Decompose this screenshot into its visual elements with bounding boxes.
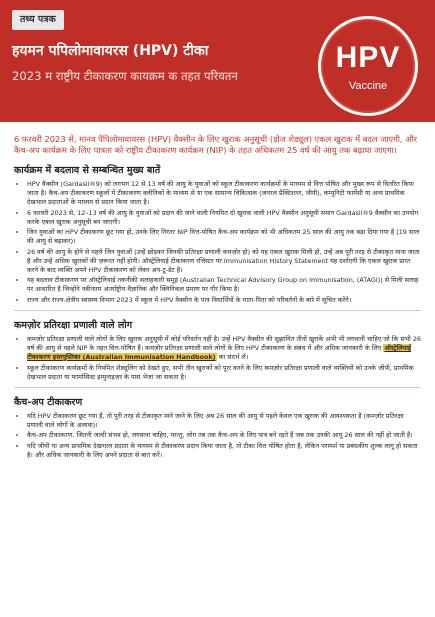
list-item: • कैच-अप टीकाकरण, जितनी जल्दी संभव हो, लगवाना चाहिए, परन्तु, लोग तब तक कैच-अप के लिए पात्र बने रहते हैं जब तक उनकी आयु 26 साल की नहीं हो जाती है।: [27, 431, 421, 440]
logo-main-text: HPV: [335, 41, 401, 74]
intro-paragraph: 6 फरवरी 2023 से, मानव पैपिलोमावायरस (HPV) वैक्सीन के लिए खुराक अनुसूची (डोज शेड्यूल) एकल खुराक में बदल जाएगी, और कैच-अप कार्यक्रम के लिए पात्रता को राष्ट्रीय टीकाकरण कार्यक्रम (NIP) के तहत अधिकतम 25 वर्ष की आयु तक बढ़ाया जाएगा।: [14, 134, 418, 155]
header-banner: [0, 0, 435, 122]
list-item: • HPV वैक्सीन (Gardasil®9) को लगभग 12 से 13 वर्ष की आयु के युवाओं को स्कूल टीकाकरण कार्यक्रमों के माध्यम से वित्त पोषित और मुख्य रूप से वितरित किया जाता है। कैच-अप टीकाकरण स्कूलों में टीकाकरण क्लीनिकों के माध्यम से या एक सामान्य चिकित्सक (जनरल प्रैक्टिशनर, जीपी), कम्युनिटी फार्मेसी या अन्य प्राथमिक देखभाल प्रदाताओं के माध्यम से प्रदान किया जाता है।: [27, 180, 421, 207]
list-item: • 6 फरवरी 2023 से, 12–13 वर्ष की आयु के युवाओं को प्रदान की जाने वाली नियमित दो खुराक वाली HPV वैक्सीन अनुसूची समान Gardasil®9 वैक्सीन का उपयोग करके एकल खुराक अनुसूची बन जाएगी।: [27, 209, 421, 227]
section-divider: [14, 387, 421, 388]
hpv-vaccine-logo: [318, 16, 418, 116]
section-heading-key-changes: कार्यक्रम में बदलाव से सम्बन्धित मुख्य बातें: [14, 165, 161, 176]
catch-up-list: [14, 412, 421, 460]
section-divider: [14, 310, 421, 311]
list-item: • जिन युवाओं का HPV टीकाकरण छूट गया हो, उनके लिए निरंतर NIP वित्त-पोषित कैच-अप कार्यक्रम को भी अधिकतम 25 साल की आयु तक बढ़ा दिया गया है (19 साल की आयु से बढ़ाकर)।: [27, 228, 421, 246]
immunocompromised-list: [14, 335, 421, 382]
logo-sub-text: Vaccine: [348, 80, 388, 92]
list-item-text: कमज़ोर प्रतिरक्षा प्रणाली वाले लोगों के लिए खुराक अनुसूची में कोई परिवर्तन नहीं है। उन्हें HPV वैक्सीन की सुझायित तीनों खुराकें अभी भी लगवानी चाहिए जो कि सभी 26 वर्ष की आयु से पहले NIP के तहत वित्त-पोषित हैं। कमज़ोर प्रतिरक्षा प्रणाली वाले लोगों के लिए HPV टीकाकरण के संबंध में और अधिक जानकारी के लिए: [27, 334, 421, 352]
immunisation-handbook-link[interactable]: ऑस्ट्रेलियाई टीकाकरण हस्तपुस्तिका (Australian Immunisation Handbook): [27, 343, 412, 361]
section-heading-catch-up: कैच-अप टीकाकरण: [14, 396, 83, 408]
page-title: हयमन पपिलोमावायरस (HPV) टीका: [12, 43, 209, 59]
document-body: [0, 128, 435, 461]
fact-sheet-tag: तथ्य पत्रक: [12, 10, 64, 30]
link-suffix: का संदर्भ लें।: [216, 352, 249, 361]
page-subtitle: 2023 म राष्ट्रीय टीकाकरण कायक्रम क तहत परिवतन: [12, 69, 238, 83]
list-item: • यदि HPV टीकाकरण छूट गया है, तो पूरी तरह से टीकाकृत माने जाने के लिए अब 26 साल की आयु से पहले केवल एक खुराक की आवश्यकता है (कमज़ोर प्रतिरक्षा प्रणाली वाले लोगों के अलावा)।: [27, 412, 421, 430]
list-item: [27, 335, 421, 362]
list-item: • यह बदलाव टीकाकरण पर ऑस्ट्रेलियाई तकनीकी सलाहकारी समूह (Australian Technical Advisory Group on Immunisation, (ATAGI)) से मिली सलाह पर आधारित है जिन्होंने नवीनतम अंतर्राष्ट्रीय वैज्ञानिक और क्लिनिकल प्रमाण पर गौर किया है।: [27, 276, 421, 294]
list-item: • 26 वर्ष की आयु के होने से पहले जिन युवाओं (उन्हें छोड़कर जिनकी प्रतिरक्षा प्रणाली कमज़ोर हो) को यह एकल खुराक मिली हो, उन्हें अब पूरी तरह से टीकाकृत माना जाता है और उन्हें अधिक खुराकों की ज़रूरत नहीं होगी। ऑस्ट्रेलियाई टीकाकरण रजिस्टर पर Immunisation History Statement यह दर्शाएगी कि एकल खुराक प्राप्त करने के बाद व्यक्ति अपने HPV टीकाकरण को लेकर अप-टू-डेट है।: [27, 248, 421, 275]
list-item: • स्कूल टीकाकरण कार्यक्रमों के नियमित शेड्यूलिंग को देखते हुए, सभी तीन खुराकों को पूरा करने के लिए कमज़ोर प्रतिरक्षा प्रणाली वाले व्यक्तियों को उनके जीपी, प्राथमिक देखभाल प्रदाता या फार्मासिस्ट इम्युनाइज़र के पास भेजा जा सकता है।: [27, 364, 421, 382]
list-item: • यदि जीपी या अन्य प्राथमिक देखभाल प्रदाता के माध्यम से टीकाकरण प्रदान किया जाता है, तो टीका वित्त पोषित होता है, लेकिन परामर्श या प्रबंधकीय शुल्क लागू हो सकता है। और अधिक जानकारी के लिए अपने प्रदाता से बात करें।: [27, 442, 421, 460]
list-item: • राज्य और राज्य-क्षेत्रीय स्वास्थ्य विभाग 2023 में स्कूल में HPV वैक्सीन के पात्र विधार्थियों के माता-पिता को परिवर्तनों के बारे में सूचित करेंगे।: [27, 296, 421, 305]
key-changes-list: [14, 180, 421, 305]
section-heading-immunocompromised: कमज़ोर प्रतिरक्षा प्रणाली वाले लोग: [14, 319, 133, 331]
